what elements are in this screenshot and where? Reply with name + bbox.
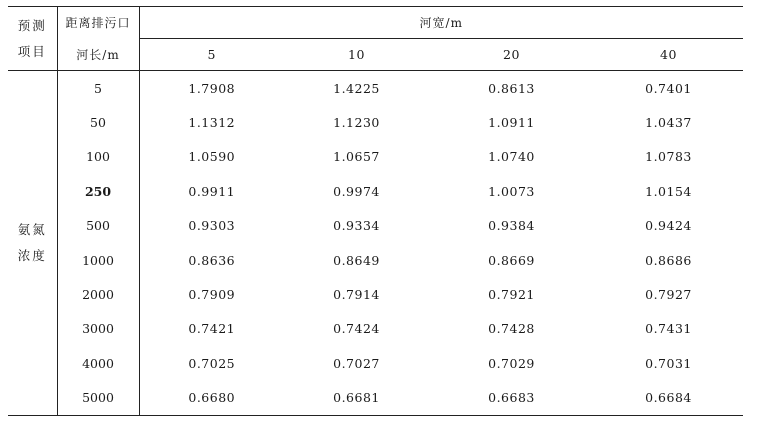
value-cell: 0.7025: [188, 355, 236, 371]
distance-cell: 100: [57, 140, 139, 174]
table-row: [8, 346, 743, 380]
value-cell: 0.7909: [188, 287, 236, 303]
distance-cell: 3000: [57, 312, 139, 346]
width-header-5: 5: [139, 39, 284, 71]
distance-cell-highlight: 250: [57, 174, 139, 208]
table-row: [8, 312, 743, 346]
value-cell: 0.8613: [488, 80, 535, 96]
value-cell: 0.7027: [333, 355, 380, 371]
distance-header-line-1: 距离排污口: [57, 7, 139, 39]
table-row: [8, 71, 743, 106]
table-row: [8, 140, 743, 174]
value-cell: 0.7421: [188, 321, 236, 337]
project-header-line-2: 项目: [17, 43, 47, 59]
table-body: [8, 71, 743, 416]
value-cell: 0.7424: [333, 321, 380, 337]
value-cell: 1.0437: [645, 115, 692, 131]
value-cell: 1.0590: [188, 149, 236, 165]
value-cell: 0.9911: [188, 183, 236, 199]
distance-cell: 4000: [57, 346, 139, 380]
value-cell: 1.0657: [333, 149, 380, 165]
value-cell: 0.9974: [333, 183, 380, 199]
value-cell: 0.6681: [284, 381, 429, 416]
table-row: [8, 243, 743, 277]
value-cell: 0.9384: [488, 218, 535, 234]
data-table: [8, 6, 743, 416]
value-cell: 1.0740: [488, 149, 535, 165]
value-cell: 0.9303: [188, 218, 236, 234]
group-label-line-2: 浓度: [17, 247, 47, 263]
value-cell: 0.7921: [488, 287, 535, 303]
value-cell: 0.8649: [333, 252, 380, 268]
value-cell: 1.1312: [188, 115, 236, 131]
group-label-cell: [8, 71, 57, 416]
value-cell: 1.4225: [333, 80, 380, 96]
value-cell: 0.6683: [429, 381, 594, 416]
value-cell: 0.6684: [594, 381, 743, 416]
table-row: [8, 105, 743, 139]
group-label-line-1: 氨氮: [17, 221, 47, 237]
distance-cell: 500: [57, 209, 139, 243]
value-cell: 1.0783: [645, 149, 692, 165]
value-cell: 1.0073: [488, 183, 535, 199]
distance-cell: 2000: [57, 277, 139, 311]
value-cell: 0.7431: [645, 321, 692, 337]
table-row: [8, 277, 743, 311]
value-cell: 1.0911: [488, 115, 535, 131]
table-header: [8, 7, 743, 71]
distance-cell: 50: [57, 105, 139, 139]
value-cell: 0.7031: [645, 355, 692, 371]
value-cell: 0.6680: [139, 381, 284, 416]
value-cell: 0.7914: [333, 287, 380, 303]
value-cell: 0.9334: [333, 218, 380, 234]
value-cell: 1.1230: [333, 115, 380, 131]
table-row: [8, 174, 743, 208]
width-header-20: 20: [429, 39, 594, 71]
value-cell: 0.7927: [645, 287, 692, 303]
value-cell: 0.7401: [645, 80, 692, 96]
value-cell: 0.9424: [645, 218, 692, 234]
value-cell: 0.7029: [488, 355, 535, 371]
value-cell: 0.8669: [488, 252, 535, 268]
project-header: [8, 7, 57, 71]
value-cell: 1.0154: [645, 183, 692, 199]
table-row: [8, 381, 743, 416]
width-header-10: 10: [284, 39, 429, 71]
value-cell: 1.7908: [188, 80, 236, 96]
table-row: [8, 209, 743, 243]
value-cell: 0.8636: [188, 252, 236, 268]
value-cell: 0.7428: [488, 321, 535, 337]
project-header-line-1: 预测: [17, 17, 47, 33]
river-width-header: 河宽/m: [139, 7, 743, 39]
width-header-40: 40: [594, 39, 743, 71]
distance-header-line-2: 河长/m: [57, 39, 139, 71]
value-cell: 0.8686: [645, 252, 692, 268]
distance-cell: 1000: [57, 243, 139, 277]
distance-cell: 5: [57, 71, 139, 106]
distance-cell: 5000: [57, 381, 139, 416]
